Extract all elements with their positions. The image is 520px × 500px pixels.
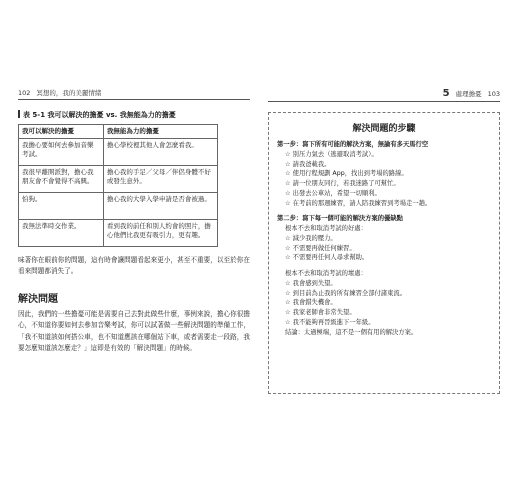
list-item: ☆ 使用行程規劃 App，找出到考場的路線。 (285, 170, 408, 178)
list-item: ☆ 我家老師會非常失望。 (285, 309, 356, 316)
table-cell: 我擔心要如何去參加音樂考試。 (19, 138, 104, 165)
caption-bar (18, 110, 20, 118)
list-item: ☆ 到目前為止我的所有練習全部付諸東流。 (285, 289, 406, 297)
chapter-number: 5 (442, 88, 450, 99)
box-title: 解決問題的步驟 (352, 124, 416, 134)
list-item: ☆ 減少我的壓力。 (285, 234, 337, 242)
list-item: ☆ 別压力氣去（逃避取消考試）。 (285, 150, 378, 158)
left-running-head (18, 88, 250, 97)
intro-paragraph: 味著你在眼前你的問題，這有時會讓問題看起來更小，甚至不重要，以至於你在看來問題都消失了。 (18, 255, 250, 276)
left-header-rule (18, 99, 250, 100)
cons-heading: 根本不去和取消考試的壞處： (285, 270, 367, 277)
list-item: ☆ 我不能夠再晉級進下一年級。 (285, 318, 375, 326)
right-header-rule (268, 101, 500, 102)
steps-box (268, 112, 500, 394)
table-cell: 擔心我的大學入學申請是否會被過。 (103, 192, 217, 219)
right-running-head (268, 88, 500, 99)
list-item: ☆ 不需要再任何人尋求幫助。 (285, 254, 369, 262)
body-paragraph: 因此，我們的一些擔憂可能是需要自己去對此做些什麼，事例來說，擔心你很擔心，不知道你要如何去參加音樂考試，你可以試著做一些解決問題的準備工作，「我不知道該如何搭公車，也不知道應該在哪個站下車，或者需要走一段路，我要怎麼知道該怎麼走？」這即是有效的「解決問題」的時候。 (18, 309, 250, 353)
table-cell: 擔心我的手足／父母／伴侶身體不好或發生意外。 (103, 165, 217, 192)
chapter-title: 處理擔憂 (455, 90, 482, 98)
list-item: ☆ 我會錯失機會。 (285, 299, 337, 307)
list-item: ☆ 出發去公車站，希望一切順利。 (285, 189, 381, 197)
table-row (19, 219, 218, 246)
table-header-unsolvable: 我無能為力的擔憂 (103, 125, 217, 139)
list-item: ☆ 我會感到失望。 (285, 279, 337, 287)
table-caption (18, 110, 250, 120)
list-item: ☆ 不需要再做任何練習。 (285, 244, 356, 252)
list-item: ☆ 請一位朋友同行，若我迷路了可幫忙。 (285, 180, 400, 187)
table-cell: 擔心學校裡其他人會怎麼看我。 (103, 138, 217, 165)
step2-heading: 第二步：寫下每一個可能的解決方案的優缺點 (277, 215, 403, 223)
table-row (19, 165, 218, 192)
section-title: 解決問題 (18, 293, 58, 305)
table-caption-text: 表 5-1 我可以解決的擔憂 vs. 我無能為力的擔憂 (23, 111, 176, 119)
table-header-solvable: 我可以解決的擔憂 (19, 125, 104, 139)
table-cell: 我很早離開派對，擔心我朋友會不會覺得不高興。 (19, 165, 104, 192)
pros-heading: 根本不去和取消考試的好處： (285, 225, 367, 232)
conclusion: 結論：太過極端，這不是一個有用的解決方案。 (285, 328, 418, 336)
table-cell: 看到我的前任和別人約會的照片，擔心他們比我更有吸引力，更有趣。 (103, 219, 217, 246)
list-item: ☆ 在考前的那週練習，請人陪我練習到考場走一趟。 (285, 199, 432, 207)
table-row (19, 138, 218, 165)
step1-heading: 第一步：寫下所有可能的解決方案，無論有多天馬行空 (277, 141, 429, 148)
right-page-number: 103 (487, 90, 500, 98)
left-page-number: 102 (18, 89, 31, 97)
table-cell: 怕狗。 (19, 192, 104, 219)
table-row (19, 192, 218, 219)
book-title: 冥想的，我的美麗情緒 (36, 89, 102, 97)
left-page (18, 88, 250, 428)
right-page (268, 88, 500, 428)
worry-table (18, 124, 218, 247)
table-cell: 我無法準時交作業。 (19, 219, 104, 246)
list-item: ☆ 請我爸載我。 (285, 160, 331, 168)
